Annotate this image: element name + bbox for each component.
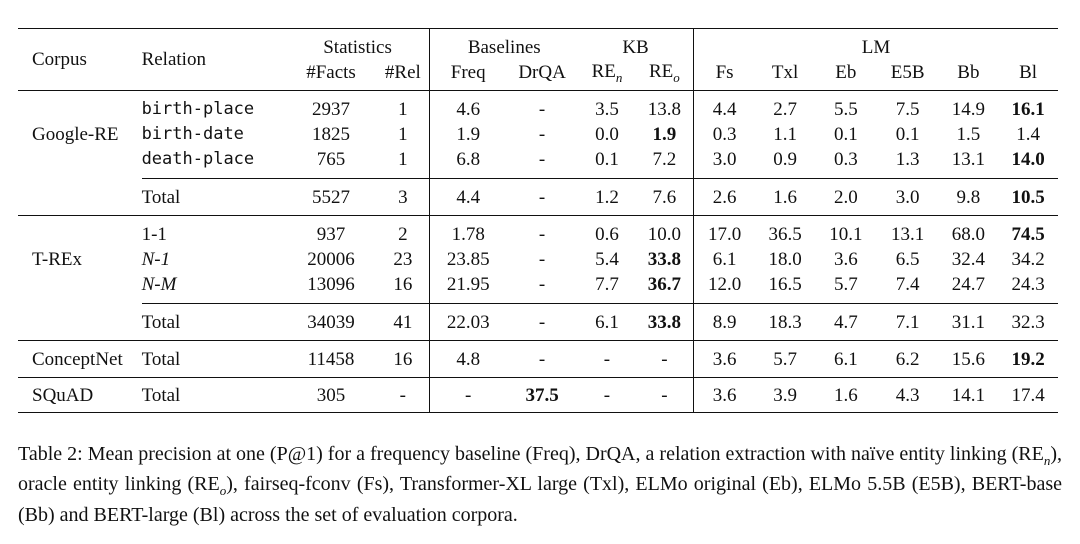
freq-cell: - [430,378,506,413]
txl-cell: 5.7 [755,341,815,378]
header-facts: #Facts [286,60,377,91]
fs-cell: 3.6 [693,378,755,413]
corpus-squad: SQuAD [18,378,142,413]
drqa-cell: - [538,99,546,120]
facts-cell: 937 [286,216,377,248]
header-bb: Bb [939,60,999,91]
facts-cell: 765 [316,149,346,170]
results-table [18,28,1058,413]
relation-cell: Total [142,341,286,378]
drqa-cell: - [538,274,546,295]
bl-cell: 19.2 [998,341,1058,378]
rel-cell: 41 [376,304,430,341]
freq-cell: 22.03 [430,304,506,341]
e5b-cell: 1.3 [895,149,920,170]
corpus-empty [18,304,142,341]
txl-cell: 1.1 [773,124,797,145]
table-row [18,247,1058,272]
re-n-cell: 0.6 [578,216,636,248]
eb-cell: 5.7 [833,274,858,295]
re-n-cell: - [578,341,636,378]
rel-cell: 23 [376,247,430,272]
re-n-cell: 6.1 [578,304,636,341]
re-n-cell: 3.5 [595,99,619,120]
rel-cell: 1 [376,91,430,123]
header-eb: Eb [815,60,877,91]
facts-cell: 1825 [312,124,351,145]
relation-cell: birth-date [141,124,244,144]
drqa-cell: - [506,304,578,341]
fs-cell: 6.1 [712,249,737,270]
rel-cell: 3 [376,179,430,216]
freq-cell: 4.6 [456,99,481,120]
re-o-cell: 13.8 [636,91,694,123]
txl-cell: 18.3 [755,304,815,341]
bl-cell: 24.3 [1011,274,1045,295]
facts-cell: 2937 [312,99,351,120]
bl-cell: 1.4 [1016,124,1040,145]
facts-cell: 34039 [286,304,377,341]
freq-cell: 1.9 [456,124,481,145]
txl-cell: 36.5 [755,216,815,248]
table-row [18,122,1058,147]
caption-part-3: ), fairseq-fconv (Fs), Transformer-XL large (Txl), ELMo original (Eb), ELMo 5.5B (E5B), BERT-base (Bb) and BERT-large (Bl) across the set of evaluation corpora. [18,473,1063,526]
caption-sub-n: n [1043,453,1051,468]
freq-cell: 1.78 [430,216,506,248]
facts-cell: 5527 [286,179,377,216]
bb-cell: 32.4 [951,249,985,270]
table-row-total [18,304,1058,341]
e5b-cell: 6.5 [895,249,920,270]
header-re-n-base: RE [591,60,616,82]
eb-cell: 0.1 [833,124,858,145]
txl-cell: 1.6 [755,179,815,216]
header-group-lm: LM [693,29,1058,61]
e5b-cell: 7.1 [877,304,939,341]
re-n-cell: 5.4 [595,249,619,270]
freq-cell: 4.4 [430,179,506,216]
table-row [18,378,1058,413]
e5b-cell: 7.5 [895,99,920,120]
table-row-total [18,179,1058,216]
header-rel: #Rel [376,60,430,91]
relation-cell: N-1 [141,249,171,270]
relation-cell: N-M [141,274,177,295]
facts-cell: 13096 [307,274,355,295]
header-group-kb: KB [578,29,693,61]
fs-cell: 3.0 [712,149,737,170]
facts-cell: 11458 [286,341,377,378]
corpus-conceptnet: ConceptNet [18,341,142,378]
header-re-o-base: RE [648,60,674,82]
table-row [18,91,1058,123]
bl-cell: 16.1 [1011,99,1045,120]
e5b-cell: 4.3 [877,378,939,413]
relation-cell: Total [142,378,286,413]
bl-cell: 17.4 [998,378,1058,413]
eb-cell: 10.1 [815,216,877,248]
header-re-n-sub: n [615,69,623,85]
fs-cell: 2.6 [693,179,755,216]
header-re-o [636,60,694,91]
rel-cell: 2 [376,216,430,248]
re-o-cell: - [636,341,694,378]
re-o-cell: 33.8 [636,247,694,272]
corpus-empty [18,179,142,216]
re-n-cell: 7.7 [595,274,619,295]
rel-cell: 1 [376,147,430,179]
re-n-cell: 1.2 [578,179,636,216]
header-freq: Freq [430,60,506,91]
re-o-cell: 7.6 [636,179,694,216]
rel-cell: 16 [376,341,430,378]
freq-cell: 6.8 [456,149,481,170]
fs-cell: 17.0 [693,216,755,248]
header-relation: Relation [142,29,286,91]
header-group-baselines: Baselines [430,29,578,61]
e5b-cell: 6.2 [877,341,939,378]
re-o-cell: - [636,378,694,413]
header-txl: Txl [755,60,815,91]
drqa-cell: 37.5 [506,378,578,413]
re-o-cell: 36.7 [636,272,694,304]
facts-cell: 305 [286,378,377,413]
txl-cell: 0.9 [773,149,797,170]
eb-cell: 4.7 [815,304,877,341]
txl-cell: 3.9 [755,378,815,413]
re-o-cell: 10.0 [636,216,694,248]
fs-cell: 3.6 [693,341,755,378]
rel-cell: - [376,378,430,413]
bl-cell: 32.3 [998,304,1058,341]
e5b-cell: 3.0 [877,179,939,216]
bb-cell: 15.6 [939,341,999,378]
e5b-cell: 13.1 [877,216,939,248]
corpus-trex: T-REx [18,216,142,304]
header-re-n [578,60,636,91]
relation-cell: 1-1 [142,216,286,248]
bl-cell: 74.5 [998,216,1058,248]
table-row [18,216,1058,248]
fs-cell: 8.9 [693,304,755,341]
table-row [18,341,1058,378]
relation-cell: Total [142,179,286,216]
rel-cell: 16 [376,272,430,304]
e5b-cell: 7.4 [895,274,920,295]
re-n-cell: 0.0 [595,124,619,145]
bb-cell: 9.8 [939,179,999,216]
header-re-o-sub: o [673,69,680,85]
caption-sub-o: o [219,483,227,499]
relation-cell: Total [142,304,286,341]
table-caption [18,440,1062,529]
eb-cell: 5.5 [833,99,858,120]
drqa-cell: - [538,124,546,145]
header-row-groups [18,29,1058,61]
header-corpus: Corpus [18,29,142,91]
freq-cell: 4.8 [430,341,506,378]
drqa-cell: - [506,179,578,216]
relation-cell: birth-place [141,99,255,119]
eb-cell: 6.1 [815,341,877,378]
eb-cell: 3.6 [833,249,858,270]
drqa-cell: - [506,216,578,248]
bb-cell: 68.0 [939,216,999,248]
re-o-cell: 7.2 [636,147,694,179]
table-row [18,147,1058,179]
bb-cell: 1.5 [956,124,981,145]
eb-cell: 1.6 [815,378,877,413]
bb-cell: 13.1 [951,149,985,170]
fs-cell: 12.0 [707,274,742,295]
bb-cell: 31.1 [939,304,999,341]
header-group-statistics: Statistics [286,29,430,61]
fs-cell: 4.4 [712,99,737,120]
bl-cell: 10.5 [998,179,1058,216]
header-bl: Bl [998,60,1058,91]
drqa-cell: - [538,149,546,170]
re-n-cell: - [578,378,636,413]
txl-cell: 16.5 [768,274,802,295]
re-o-cell: 33.8 [636,304,694,341]
bb-cell: 14.1 [939,378,999,413]
bl-cell: 34.2 [1011,249,1045,270]
freq-cell: 21.95 [446,274,490,295]
table-row [18,272,1058,304]
header-fs: Fs [693,60,755,91]
relation-cell: death-place [141,149,255,169]
eb-cell: 2.0 [815,179,877,216]
txl-cell: 18.0 [768,249,802,270]
drqa-cell: - [506,341,578,378]
drqa-cell: - [538,249,546,270]
freq-cell: 23.85 [446,249,490,270]
bl-cell: 14.0 [1011,149,1045,170]
txl-cell: 2.7 [773,99,797,120]
rel-cell: 1 [376,122,430,147]
corpus-google-re: Google-RE [32,124,119,146]
facts-cell: 20006 [307,249,355,270]
header-drqa: DrQA [506,60,578,91]
re-o-cell: 1.9 [636,122,694,147]
caption-part-2: ), oracle entity linking (RE [18,443,1062,496]
caption-part-1: Table 2: Mean precision at one (P@1) for a frequency baseline (Freq), DrQA, a relation extraction with naïve entity linking (RE [18,443,1044,465]
e5b-cell: 0.1 [895,124,920,145]
eb-cell: 0.3 [833,149,858,170]
bb-cell: 14.9 [951,99,985,120]
re-n-cell: 0.1 [595,149,619,170]
header-e5b: E5B [877,60,939,91]
bb-cell: 24.7 [951,274,985,295]
fs-cell: 0.3 [712,124,737,145]
